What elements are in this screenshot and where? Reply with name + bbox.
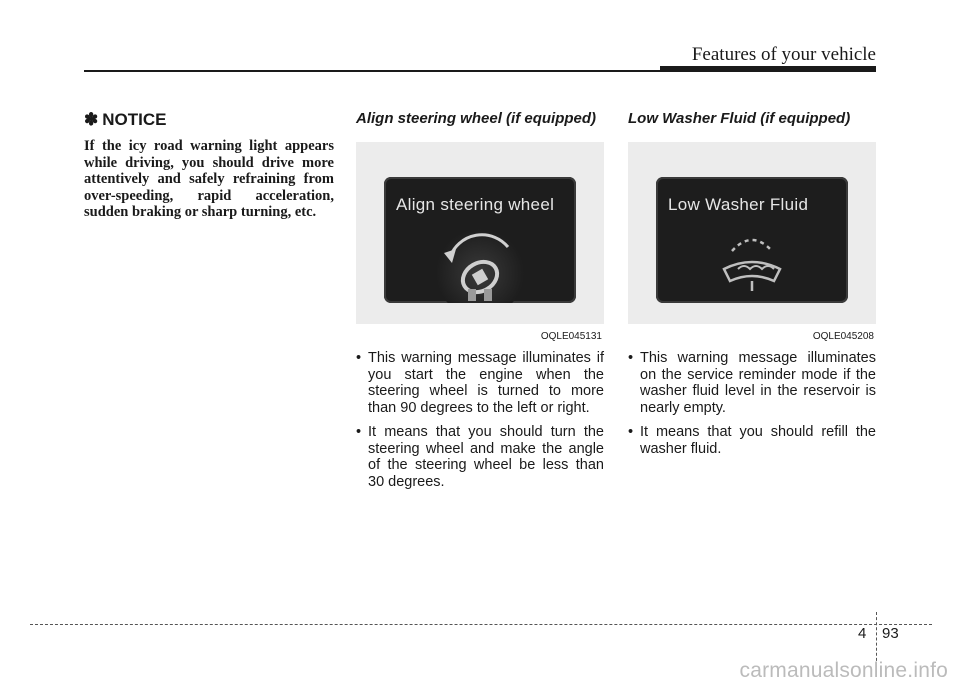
notice-body: If the icy road warning light appears while driving, you should drive more attentively and safely refraining from over-speeding, rapid acceleration, sudden braking or sharp turning, etc. <box>84 138 334 220</box>
align-screen-text: Align steering wheel <box>396 195 555 214</box>
footer-rule <box>30 624 932 625</box>
list-item: • It means that you should refill the washer fluid. <box>628 424 876 457</box>
align-figure-code: OQLE045131 <box>540 331 602 342</box>
watermark: carmanualsonline.info <box>739 659 948 682</box>
list-item: • This warning message illuminates on the service reminder mode if the washer fluid level in the reservoir is nearly empty. <box>628 350 876 416</box>
washer-fluid-icon <box>656 177 848 303</box>
washer-screen-text: Low Washer Fluid <box>668 195 809 214</box>
notice-section <box>84 110 334 221</box>
align-section <box>356 110 604 498</box>
page-number: 93 <box>882 625 899 642</box>
align-figure <box>356 142 604 342</box>
chapter-number: 4 <box>858 625 867 642</box>
align-title: Align steering wheel (if equipped) <box>356 110 597 127</box>
notice-heading <box>84 110 334 130</box>
footer-divider <box>876 612 877 666</box>
align-bullets <box>356 350 604 490</box>
align-display-screen <box>384 177 576 303</box>
washer-title: Low Washer Fluid (if equipped) <box>628 110 851 127</box>
list-item: • It means that you should turn the steering wheel and make the angle of the steering wheel be less than 30 degrees. <box>356 424 604 490</box>
header-rule-thick <box>660 66 876 72</box>
washer-figure <box>628 142 876 342</box>
steering-wheel-arrow-icon <box>384 177 576 303</box>
washer-display-screen <box>656 177 848 303</box>
list-item: • This warning message illuminates if you start the engine when the steering wheel is turned to more than 90 degrees to the left or right. <box>356 350 604 416</box>
header-rule <box>84 70 662 72</box>
notice-title: NOTICE <box>102 110 167 129</box>
washer-bullets <box>628 350 876 457</box>
notice-mark-icon: ✽ <box>84 110 99 129</box>
header-title: Features of your vehicle <box>691 44 876 65</box>
washer-section <box>628 110 876 465</box>
washer-figure-code: OQLE045208 <box>812 331 874 342</box>
